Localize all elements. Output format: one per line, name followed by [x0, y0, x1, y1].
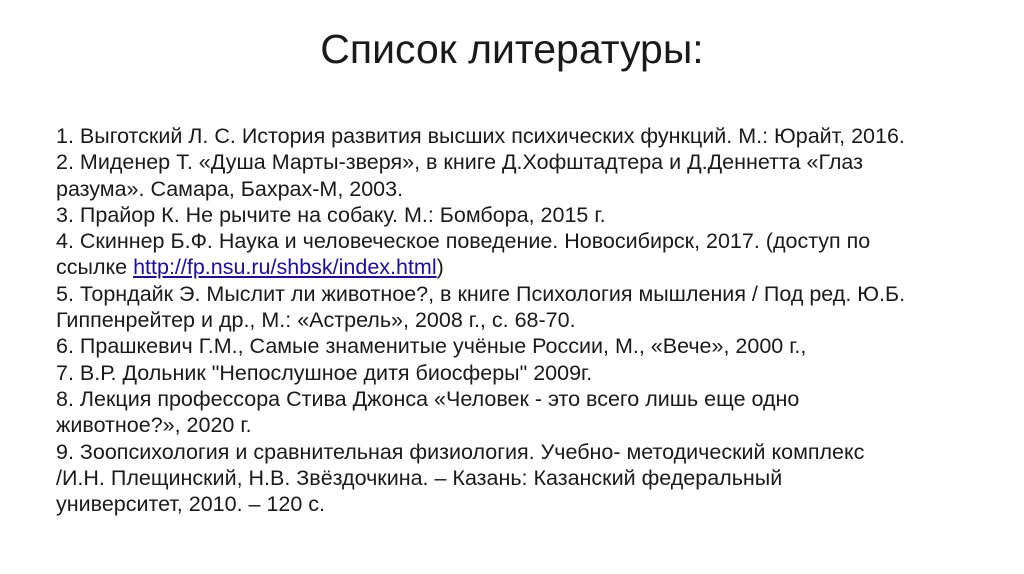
- reference-8-line-2: животное?», 2020 г.: [56, 413, 252, 438]
- reference-6-line-1: 6. Прашкевич Г.М., Самые знаменитые учёные России, М., «Вече», 2000 г.,: [56, 334, 807, 359]
- reference-list: [56, 123, 1006, 517]
- reference-9-line-1: 9. Зоопсихология и сравнительная физиология. Учебно- методический комплекс: [56, 439, 865, 464]
- reference-3-line-1: 3. Прайор К. Не рычите на собаку. М.: Бомбора, 2015 г.: [56, 202, 606, 227]
- reference-4-prefix: ссылке: [56, 255, 134, 280]
- reference-4-line-1: 4. Скиннер Б.Ф. Наука и человеческое поведение. Новосибирск, 2017. (доступ по: [56, 229, 871, 254]
- reference-8-line-1: 8. Лекция профессора Стива Джонса «Человек - это всего лишь еще одно: [56, 386, 800, 411]
- reference-2-line-1: 2. Миденер Т. «Душа Марты-зверя», в книге Д.Хофштадтера и Д.Деннетта «Глаз: [56, 150, 864, 175]
- reference-5-line-1: 5. Торндайк Э. Мыслит ли животное?, в книге Психология мышления / Под ред. Ю.Б.: [56, 281, 906, 306]
- reference-9-line-3: университет, 2010. – 120 с.: [56, 492, 326, 517]
- reference-4-suffix: ): [436, 255, 444, 280]
- page-title: Список литературы:: [320, 26, 704, 72]
- reference-2-line-2: разума». Самара, Бахрах-М, 2003.: [56, 176, 404, 201]
- reference-7-line-1: 7. В.Р. Дольник "Непослушное дитя биосферы" 2009г.: [56, 360, 593, 385]
- reference-1-line-1: 1. Выготский Л. С. История развития высших психических функций. М.: Юрайт, 2016.: [56, 124, 905, 148]
- reference-5-line-2: Гиппенрейтер и др., М.: «Астрель», 2008 г., с. 68-70.: [56, 308, 576, 333]
- reference-9-line-2: /И.Н. Плещинский, Н.В. Звёздочкина. – Казань: Казанский федеральный: [56, 465, 783, 490]
- reference-4-line-2: [56, 254, 1006, 280]
- reference-4-link[interactable]: http://fp.nsu.ru/shbsk/index.html: [133, 255, 437, 280]
